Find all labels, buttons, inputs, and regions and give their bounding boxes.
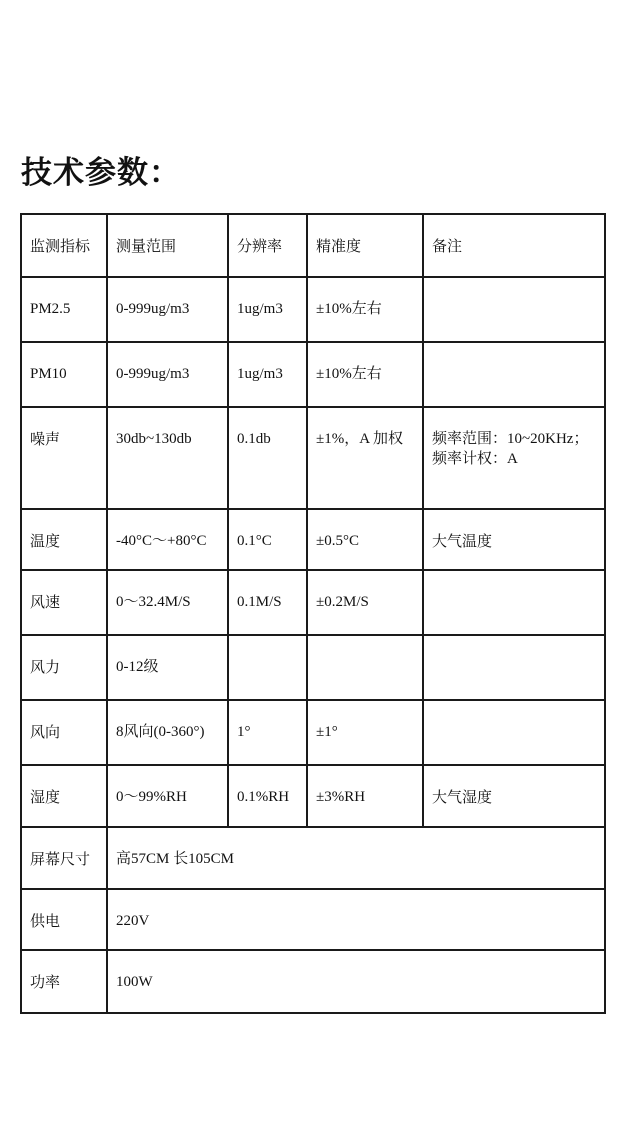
table-cell: 屏幕尺寸 [21, 827, 107, 889]
table-cell: PM2.5 [21, 277, 107, 342]
table-header-row [21, 214, 605, 277]
header-cell: 测量范围 [107, 214, 228, 277]
header-cell: 备注 [423, 214, 605, 277]
table-cell: 大气湿度 [423, 765, 605, 827]
table-cell: ±10%左右 [307, 342, 423, 407]
table-cell: 0.1%RH [228, 765, 307, 827]
table-cell [307, 635, 423, 700]
table-cell: 风力 [21, 635, 107, 700]
table-cell [423, 570, 605, 635]
table-row [21, 570, 605, 635]
table-cell: 8风向(0-360°) [107, 700, 228, 765]
table-cell [423, 635, 605, 700]
table-row [21, 342, 605, 407]
table-cell: ±10%左右 [307, 277, 423, 342]
table-cell: 1ug/m3 [228, 277, 307, 342]
table-row [21, 889, 605, 950]
table-cell [423, 700, 605, 765]
table-cell: 0-999ug/m3 [107, 342, 228, 407]
table-cell: 1° [228, 700, 307, 765]
header-cell: 精准度 [307, 214, 423, 277]
table-cell: ±0.5°C [307, 509, 423, 570]
table-cell: 0.1M/S [228, 570, 307, 635]
table-cell [423, 277, 605, 342]
table-cell: 1ug/m3 [228, 342, 307, 407]
table-cell: ±1° [307, 700, 423, 765]
table-cell [228, 635, 307, 700]
header-cell: 分辨率 [228, 214, 307, 277]
table-cell: 功率 [21, 950, 107, 1013]
table-row [21, 407, 605, 509]
table-cell: 0.1°C [228, 509, 307, 570]
table-cell: 高57CM 长105CM [107, 827, 605, 889]
table-cell: 0-12级 [107, 635, 228, 700]
table-cell: 频率范围：10~20KHz；频率计权：A [423, 407, 605, 509]
page-title: 技术参数： [21, 155, 181, 191]
spec-table [20, 213, 606, 1014]
table-row [21, 765, 605, 827]
table-cell: 湿度 [21, 765, 107, 827]
table-row [21, 635, 605, 700]
table-cell: -40°C～+80°C [107, 509, 228, 570]
table-cell: 大气温度 [423, 509, 605, 570]
table-row [21, 950, 605, 1013]
table-row [21, 277, 605, 342]
table-cell: 温度 [21, 509, 107, 570]
table-cell: 0～32.4M/S [107, 570, 228, 635]
table-cell: PM10 [21, 342, 107, 407]
table-cell [423, 342, 605, 407]
table-cell: 220V [107, 889, 605, 950]
table-cell: 0.1db [228, 407, 307, 509]
table-row [21, 509, 605, 570]
table-row [21, 700, 605, 765]
table-cell: 0-999ug/m3 [107, 277, 228, 342]
table-cell: ±1%，A 加权 [307, 407, 423, 509]
table-cell: 风向 [21, 700, 107, 765]
table-cell: ±3%RH [307, 765, 423, 827]
table-cell: ±0.2M/S [307, 570, 423, 635]
table-cell: 噪声 [21, 407, 107, 509]
table-cell: 100W [107, 950, 605, 1013]
table-cell: 供电 [21, 889, 107, 950]
table-cell: 风速 [21, 570, 107, 635]
header-cell: 监测指标 [21, 214, 107, 277]
table-row [21, 827, 605, 889]
table-cell: 0～99%RH [107, 765, 228, 827]
table-cell: 30db~130db [107, 407, 228, 509]
